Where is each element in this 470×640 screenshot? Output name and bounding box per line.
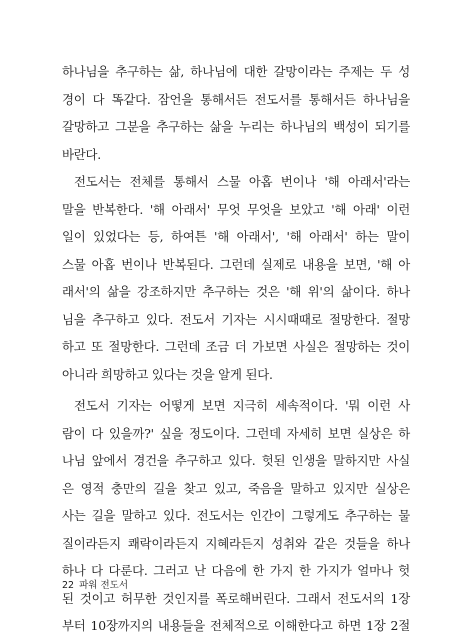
text-line: 하나님을 추구하는 삶, 하나님에 대한 갈망이라는 주제는 두 성 [62, 64, 410, 79]
paragraph-2 [62, 168, 410, 388]
paragraph-1 [62, 58, 410, 168]
text-line: 하고 또 절망한다. 그런데 조금 더 가보면 사실은 절망하는 것이 [62, 339, 410, 354]
text-line: 부터 10장까지의 내용들을 전체적으로 이해한다고 하면 1장 2절 [62, 618, 410, 633]
body-text [62, 58, 410, 640]
paragraph-3 [62, 392, 410, 640]
text-line: 경이 다 똑같다. 잠언을 통해서든 전도서를 통해서든 하나님을 [62, 91, 410, 107]
page-number: 22 [62, 580, 75, 591]
text-line: 된 것이고 허무한 것인지를 폭로해버린다. 그래서 전도서의 1장 [62, 590, 410, 606]
text-line: 래서'의 삶을 강조하지만 추구하는 것은 '해 위'의 삶이다. 하나 [62, 284, 410, 299]
page-footer [62, 577, 128, 591]
text-line: 람이 다 있을까?' 싶을 정도이다. 그런데 자세히 보면 실상은 하 [62, 425, 410, 441]
text-line: 말을 반복한다. '해 아래서' 무엇 무엇을 보았고 '해 아래' 이런 [62, 201, 410, 217]
text-line: 일이 있었다는 등, 하여튼 '해 아래서', '해 아래서' 하는 말이 [62, 229, 410, 244]
text-line: 갈망하고 그분을 추구하는 삶을 누리는 하나님의 백성이 되기를 [62, 119, 410, 134]
text-line: 아니라 희망하고 있다는 것을 알게 된다. [62, 366, 273, 382]
text-line: 사는 길을 말하고 있다. 전도서는 인간이 그렇게도 추구하는 물 [62, 508, 410, 523]
text-line: 은 영적 충만의 길을 찾고 있고, 죽음을 말하고 있지만 실상은 [62, 480, 410, 496]
text-line: 스물 아홉 번이나 반복된다. 그런데 실제로 내용을 보면, '해 아 [62, 256, 410, 272]
text-line: 님을 추구하고 있다. 전도서 기자는 시시때때로 절망한다. 절망 [62, 311, 410, 327]
running-title: 파워 전도서 [79, 580, 128, 591]
text-line: 나님 앞에서 경건을 추구하고 있다. 헛된 인생을 말하지만 사실 [62, 453, 410, 468]
text-line: 전도서 기자는 어떻게 보면 지극히 세속적이다. '뭐 이런 사 [74, 398, 410, 413]
text-line: 바란다. [62, 146, 102, 162]
text-line: 질이라든지 쾌락이라든지 지혜라든지 성취와 같은 것들을 하나 [62, 535, 410, 551]
text-line: 하나 다 다룬다. 그러고 난 다음에 한 가지 한 가지가 얼마나 헛 [62, 563, 410, 578]
text-line: 전도서는 전체를 통해서 스물 아홉 번이나 '해 아래서'라는 [74, 174, 410, 189]
